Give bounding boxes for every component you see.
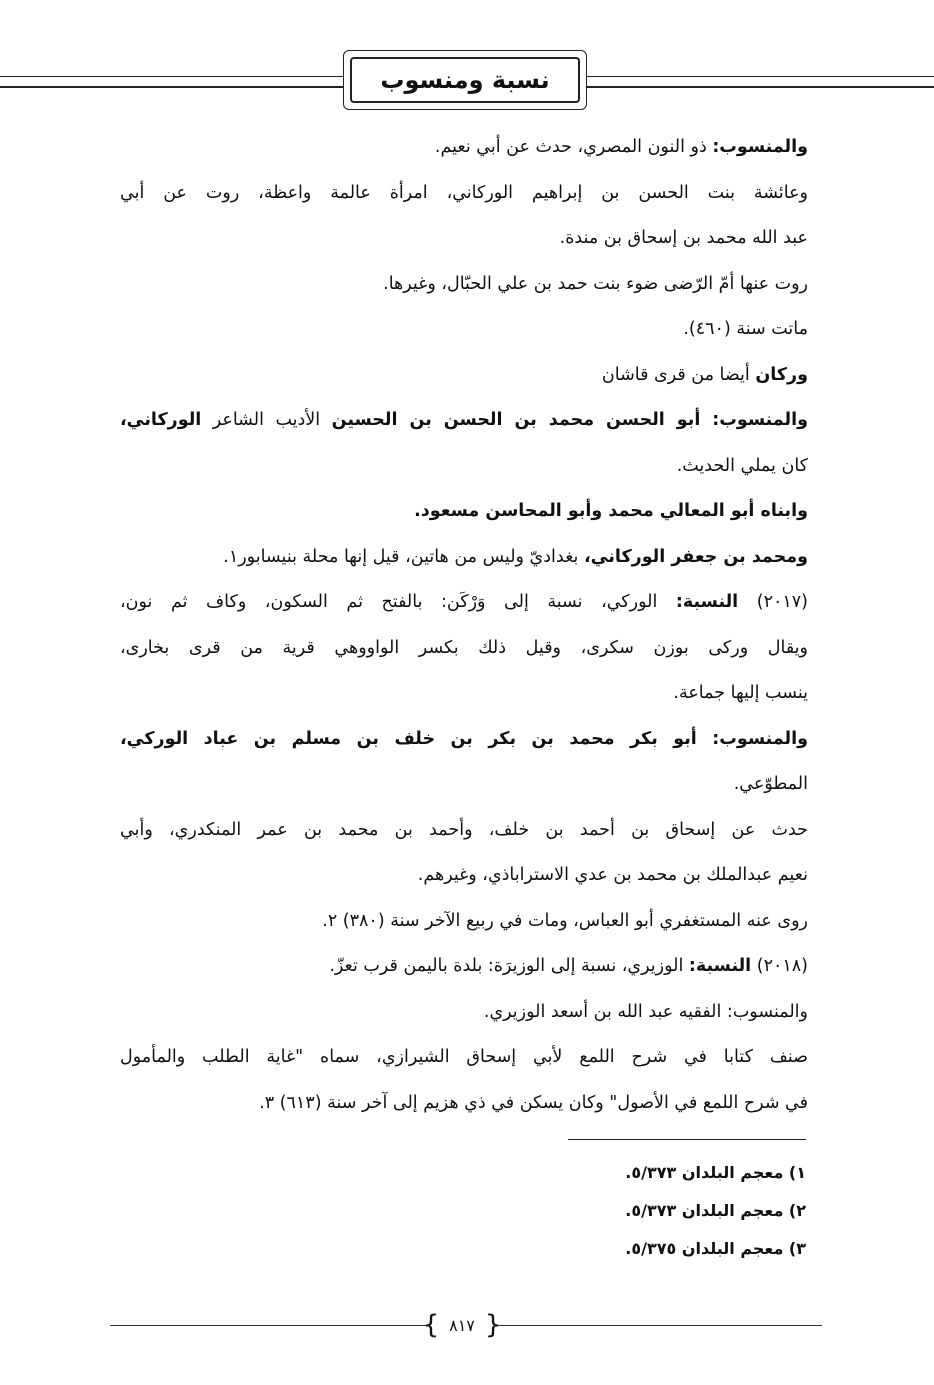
bold-text: الوركاني، [120, 410, 202, 430]
bold-text: وابناه أبو المعالي محمد وأبو المحاسن مسعود. [414, 501, 808, 521]
plain-text: عبد الله محمد بن إسحاق بن مندة. [559, 228, 808, 248]
bold-text: النسبة: [675, 592, 739, 612]
plain-text: والمنسوب: الفقيه عبد الله بن أسعد الوزيري. [483, 1001, 808, 1022]
plain-text: (٢٠١٨) [751, 956, 808, 976]
text-line [120, 990, 808, 1036]
header-rule-left-top [0, 76, 343, 77]
text-line [120, 626, 808, 672]
text-line [120, 444, 808, 490]
text-line [120, 489, 808, 535]
main-text [120, 125, 808, 1126]
bold-text: النسبة: [688, 956, 752, 976]
plain-text: أيضا من قرى قاشان [601, 364, 756, 385]
page-number-rule-left [110, 1325, 428, 1326]
text-line [120, 853, 808, 899]
text-line [120, 353, 808, 399]
text-line [120, 899, 808, 945]
page-number-rule-right [496, 1325, 822, 1326]
text-line [120, 1081, 808, 1127]
plain-text: ماتت سنة (٤٦٠). [683, 319, 808, 339]
plain-text: المطوّعي. [733, 774, 808, 794]
plain-text: بغداديّ وليس من هاتين، قيل إنها محلة بنيسابور١. [223, 546, 584, 567]
footnote-separator [568, 1139, 806, 1140]
footnotes [500, 1154, 806, 1268]
plain-text: روى عنه المستغفري أبو العباس، ومات في ربيع الآخر سنة (٣٨٠) ٢. [322, 910, 808, 931]
plain-text: ذو النون المصري، حدث عن أبي نعيم. [434, 137, 713, 157]
page-number [422, 1310, 502, 1340]
bold-text: والمنسوب: أبو الحسن محمد بن الحسن بن الحسين [331, 410, 808, 430]
plain-text: كان يملي الحديث. [676, 455, 808, 476]
brace-right-icon: } [484, 1310, 502, 1340]
plain-text: روت عنها أمّ الرّضى ضوء بنت حمد بن علي الحبّال، وغيرها. [383, 273, 808, 294]
footnote-3: ٣) معجم البلدان ٥/٣٧٥. [625, 1239, 806, 1258]
text-line [120, 1035, 808, 1081]
text-line [120, 262, 808, 308]
header-rule-right-top [587, 76, 934, 77]
footnote-2: ٢) معجم البلدان ٥/٣٧٣. [625, 1201, 806, 1220]
plain-text: الوركي، نسبة إلى وَرْكَن: بالفتح ثم السكون، وكاف ثم نون، [120, 592, 676, 612]
plain-text: نعيم عبدالملك بن محمد بن عدي الاستراباذي، وغيرهم. [417, 865, 808, 885]
text-line [120, 944, 808, 990]
text-line [120, 307, 808, 353]
bold-text: ومحمد بن جعفر الوركاني، [583, 546, 808, 567]
plain-text: حدث عن إسحاق بن أحمد بن خلف، وأحمد بن محمد بن عمر المنكدري، وأبي [120, 819, 808, 840]
page-header-title: نسبة ومنسوب [350, 57, 580, 103]
bold-text: والمنسوب: أبو بكر محمد بن بكر بن خلف بن مسلم بن عباد الوركي، [120, 728, 808, 749]
plain-text: ينسب إليها جماعة. [673, 683, 808, 703]
text-line [120, 171, 808, 217]
plain-text: صنف كتابا في شرح اللمع لأبي إسحاق الشيرازي، سماه "غاية الطلب والمأمول [120, 1047, 808, 1067]
text-line [120, 671, 808, 717]
text-line [120, 398, 808, 444]
text-line [120, 580, 808, 626]
bold-text: وركان [755, 364, 808, 385]
plain-text: الأديب الشاعر [201, 410, 332, 430]
plain-text: (٢٠١٧) [738, 592, 808, 612]
page-number-area [110, 1310, 822, 1340]
header-rule-right-bottom [587, 86, 934, 88]
plain-text: وعائشة بنت الحسن بن إبراهيم الوركاني، امرأة عالمة واعظة، روت عن أبي [120, 182, 808, 203]
footnote-1: ١) معجم البلدان ٥/٣٧٣. [625, 1163, 806, 1182]
header-title-frame [343, 50, 587, 110]
header-rule-left-bottom [0, 86, 343, 88]
text-line [120, 762, 808, 808]
text-line [120, 535, 808, 581]
text-line [120, 125, 808, 171]
plain-text: الوزيري، نسبة إلى الوزيرَة: بلدة باليمن قرب تعزّ. [329, 956, 689, 976]
brace-left-icon: { [422, 1310, 440, 1340]
text-line [120, 717, 808, 763]
bold-text: والمنسوب: [712, 137, 808, 157]
text-line [120, 808, 808, 854]
page-number-value: ٨١٧ [449, 1315, 475, 1335]
plain-text: في شرح اللمع في الأصول" وكان يسكن في ذي هزيم إلى آخر سنة (٦١٣) ٣. [259, 1092, 808, 1113]
text-line [120, 216, 808, 262]
plain-text: ويقال وركى بوزن سكرى، وقيل ذلك بكسر الواووهي قرية من قرى بخارى، [120, 637, 808, 658]
